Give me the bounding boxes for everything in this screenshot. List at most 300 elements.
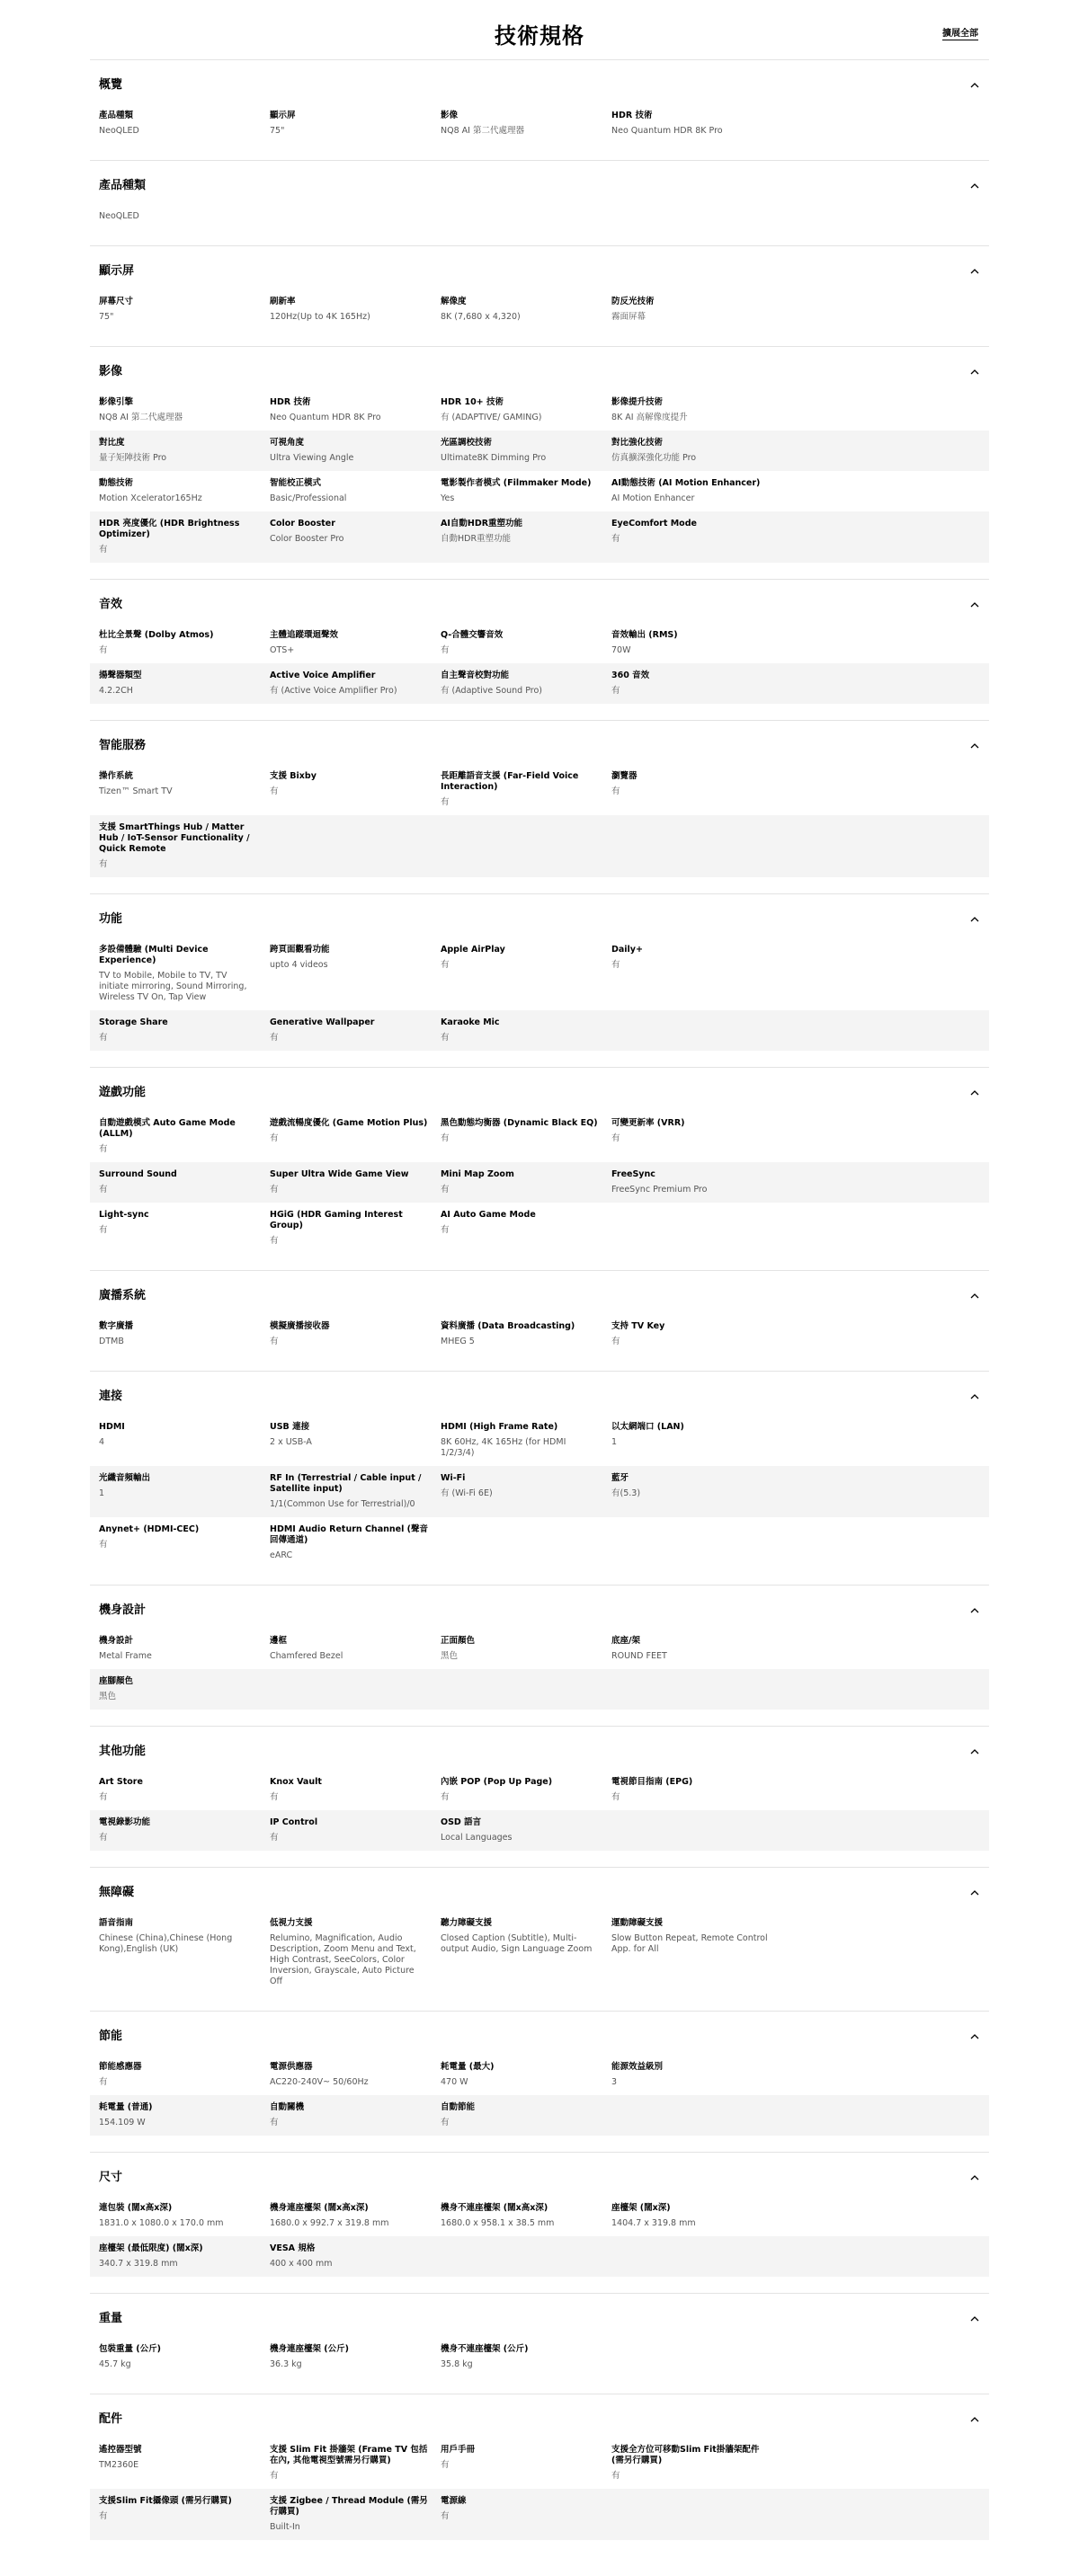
spec-value: Yes (441, 493, 455, 503)
spec-label: 支援 Zigbee / Thread Module (需另行購買) (270, 2496, 428, 2517)
spec-item (270, 2496, 441, 2533)
spec-item (441, 111, 611, 137)
spec-label: 模擬廣播接收器 (270, 1321, 330, 1331)
chevron-up-icon[interactable] (969, 597, 980, 608)
spec-label: 座檯架 (闊x深) (611, 2203, 671, 2213)
spec-label: 以太網端口 (LAN) (611, 1422, 684, 1432)
spec-value: 有 (270, 1133, 279, 1143)
chevron-up-icon[interactable] (969, 2029, 980, 2039)
spec-value: 有 (611, 786, 620, 796)
spec-value: 4.2.2CH (99, 686, 133, 696)
spec-item (99, 2102, 270, 2128)
spec-row (90, 289, 989, 330)
section-header[interactable] (90, 1598, 989, 1618)
spec-value: eARC (270, 1550, 293, 1560)
spec-item (611, 2203, 782, 2229)
spec-value: 有 (441, 1133, 450, 1143)
spec-label: 正面顏色 (441, 1636, 476, 1646)
spec-value: 有 (611, 960, 620, 970)
spec-section (90, 1585, 989, 1726)
spec-item (99, 2062, 270, 2088)
section-title: 其他功能 (99, 1744, 147, 1758)
spec-label: 影像提升技術 (611, 397, 664, 407)
spec-item (611, 2062, 782, 2088)
spec-label: Q-合體交響音效 (441, 630, 504, 640)
spec-value: 有 (99, 1144, 108, 1154)
spec-value: 有 (441, 797, 450, 807)
spec-item (611, 397, 782, 423)
chevron-up-icon[interactable] (969, 2170, 980, 2181)
spec-item (270, 2062, 441, 2088)
chevron-up-icon[interactable] (969, 2412, 980, 2422)
spec-label: 耗電量 (最大) (441, 2062, 495, 2072)
spec-value: 有 (270, 1033, 279, 1043)
spec-value: 470 W (441, 2077, 468, 2087)
chevron-up-icon[interactable] (969, 1885, 980, 1896)
spec-row (90, 2489, 989, 2540)
spec-value: 有 (99, 1540, 108, 1550)
spec-item (441, 1473, 611, 1510)
spec-value: 1/1(Common Use for Terrestrial)/0 (270, 1499, 415, 1509)
spec-item (270, 2445, 441, 2482)
spec-label: 電視節目指南 (EPG) (611, 1777, 693, 1787)
section-header[interactable] (90, 733, 989, 753)
spec-label: 可視角度 (270, 438, 305, 448)
spec-value: 340.7 x 319.8 mm (99, 2259, 178, 2269)
spec-label: 多設備體驗 (Multi Device Experience) (99, 945, 209, 965)
spec-value: 霧面屏幕 (611, 312, 647, 322)
spec-item (99, 2203, 270, 2229)
spec-label: 自動關機 (270, 2102, 305, 2112)
spec-value: 有 (441, 645, 450, 655)
spec-label: Light-sync (99, 1210, 149, 1220)
section-title: 節能 (99, 2029, 123, 2043)
spec-item (99, 822, 270, 870)
section-title: 顯示屏 (99, 263, 135, 278)
spec-value: 有 (611, 686, 620, 696)
spec-section (90, 2011, 989, 2152)
spec-label: 低視力支援 (270, 1918, 313, 1928)
spec-item (441, 1321, 611, 1347)
spec-item (441, 630, 611, 656)
spec-label: 機身設計 (99, 1636, 134, 1646)
spec-item (441, 1918, 611, 1987)
spec-row (90, 937, 989, 1010)
expand-all-link[interactable]: 擴展全部 (942, 29, 978, 39)
section-header[interactable] (90, 173, 989, 193)
spec-section (90, 1371, 989, 1585)
spec-item (99, 111, 270, 137)
section-header[interactable] (90, 1284, 989, 1303)
section-header[interactable] (90, 360, 989, 379)
spec-value: 有 (611, 1337, 620, 1346)
spec-value: 有 (270, 1185, 279, 1195)
chevron-up-icon[interactable] (969, 2311, 980, 2322)
spec-label: Daily+ (611, 945, 643, 955)
chevron-up-icon[interactable] (969, 1744, 980, 1754)
spec-item (441, 2445, 611, 2482)
spec-rows (90, 1911, 989, 1994)
spec-item (99, 771, 270, 808)
spec-value: 有 (ADAPTIVE/ GAMING) (441, 413, 542, 422)
spec-value: 8K AI 高解像度提升 (611, 413, 688, 422)
spec-value: 8K (7,680 x 4,320) (441, 312, 521, 322)
spec-sections (90, 59, 989, 2556)
spec-label: 顯示屏 (270, 111, 296, 120)
spec-value: 有 (441, 960, 450, 970)
spec-value: Chinese (China),Chinese (Hong Kong),English (UK) (99, 1933, 233, 1954)
spec-label: 光區調校技術 (441, 438, 493, 448)
section-title: 概覽 (99, 77, 123, 92)
spec-value: Chamfered Bezel (270, 1651, 343, 1661)
spec-item (99, 945, 270, 1003)
spec-item (99, 519, 270, 555)
spec-label: 支援 Slim Fit 掛牆架 (Frame TV 包括在內, 其他電視型號需另行購買) (270, 2445, 428, 2465)
chevron-up-icon[interactable] (969, 738, 980, 749)
spec-value: AC220-240V~ 50/60Hz (270, 2077, 369, 2087)
spec-row (90, 204, 989, 229)
spec-value: 有 (270, 1833, 279, 1843)
spec-row (90, 2055, 989, 2095)
spec-label: HDR 10+ 技術 (441, 397, 504, 407)
spec-item (270, 771, 441, 808)
spec-section (90, 2152, 989, 2293)
spec-label: Active Voice Amplifier (270, 671, 376, 680)
spec-rows (90, 2196, 989, 2277)
spec-label: 黑色動態均衡器 (Dynamic Black EQ) (441, 1118, 598, 1128)
spec-item (270, 1473, 441, 1510)
spec-value: 有 (441, 2460, 450, 2470)
spec-value: 有 (99, 1033, 108, 1043)
spec-rows (90, 1314, 989, 1355)
spec-item (270, 297, 441, 323)
spec-label: 耗電量 (普通) (99, 2102, 153, 2112)
spec-item (611, 1636, 782, 1662)
spec-value: 有 (611, 2471, 620, 2481)
spec-row (90, 1669, 989, 1710)
spec-item (611, 1118, 782, 1155)
spec-row (90, 471, 989, 511)
section-header[interactable] (90, 907, 989, 927)
spec-row (90, 1517, 989, 1568)
spec-value: 有 (Active Voice Amplifier Pro) (270, 686, 397, 696)
spec-value: 有 (270, 1337, 279, 1346)
spec-label: OSD 語言 (441, 1817, 482, 1827)
spec-item (99, 1524, 270, 1561)
spec-item (99, 2344, 270, 2370)
spec-row (90, 764, 989, 815)
section-title: 廣播系統 (99, 1288, 147, 1302)
spec-value: 有 (611, 534, 620, 544)
chevron-up-icon[interactable] (969, 77, 980, 88)
spec-value: 有 (270, 1792, 279, 1802)
spec-item (99, 1118, 270, 1155)
spec-value: 有 (99, 545, 108, 555)
page-header (90, 0, 989, 59)
spec-item (270, 2203, 441, 2229)
spec-value: DTMB (99, 1337, 124, 1346)
chevron-up-icon[interactable] (969, 1085, 980, 1096)
section-header[interactable] (90, 2024, 989, 2044)
spec-item (99, 1017, 270, 1044)
spec-item (270, 519, 441, 555)
spec-label: Art Store (99, 1777, 143, 1787)
spec-value: NQ8 AI 第二代處理器 (441, 126, 524, 136)
section-title: 連接 (99, 1389, 123, 1403)
spec-value: 8K 60Hz, 4K 165Hz (for HDMI 1/2/3/4) (441, 1437, 566, 1458)
spec-item (99, 1636, 270, 1662)
spec-value: 有 (99, 1185, 108, 1195)
spec-item (611, 519, 782, 555)
section-header[interactable] (90, 2306, 989, 2326)
spec-value: Closed Caption (Subtitle), Multi-output Audio, Sign Language Zoom (441, 1933, 593, 1954)
spec-item (441, 519, 611, 555)
spec-label: 影像引擎 (99, 397, 134, 407)
spec-item (270, 1118, 441, 1155)
spec-label: HDR 技術 (270, 397, 311, 407)
spec-label: 用戶手冊 (441, 2445, 476, 2455)
spec-rows (90, 623, 989, 704)
spec-value: Neo Quantum HDR 8K Pro (270, 413, 381, 422)
spec-item (270, 397, 441, 423)
spec-item (611, 1918, 782, 1987)
spec-rows (90, 390, 989, 563)
spec-value: 有 (Wi-Fi 6E) (441, 1488, 493, 1498)
spec-row (90, 390, 989, 431)
spec-item (441, 1210, 611, 1247)
spec-item (270, 1017, 441, 1044)
spec-row (90, 1314, 989, 1355)
spec-row (90, 815, 989, 877)
spec-rows (90, 937, 989, 1051)
spec-value: 有 (99, 2511, 108, 2521)
spec-section (90, 1867, 989, 2011)
section-title: 無障礙 (99, 1885, 135, 1899)
section-header[interactable] (90, 259, 989, 279)
spec-value: 有 (Adaptive Sound Pro) (441, 686, 543, 696)
spec-value: Built-In (270, 2522, 300, 2532)
spec-label: HDR 亮度優化 (HDR Brightness Optimizer) (99, 519, 240, 539)
spec-label: 電源供應器 (270, 2062, 313, 2072)
chevron-up-icon[interactable] (969, 1603, 980, 1613)
spec-value: 有 (441, 2511, 450, 2521)
chevron-up-icon[interactable] (969, 178, 980, 189)
spec-label: 電源線 (441, 2496, 467, 2506)
section-header[interactable] (90, 73, 989, 93)
spec-item (441, 1017, 611, 1044)
spec-item (441, 771, 611, 808)
spec-row (90, 103, 989, 144)
spec-section (90, 1067, 989, 1270)
spec-value: 有 (99, 1225, 108, 1235)
spec-item (441, 397, 611, 423)
spec-item (441, 2102, 611, 2128)
section-header[interactable] (90, 1739, 989, 1759)
spec-label: 操作系統 (99, 771, 134, 781)
spec-value: Local Languages (441, 1833, 513, 1843)
spec-value: 黑色 (99, 1692, 117, 1701)
spec-rows (90, 1415, 989, 1568)
spec-label: Color Booster (270, 519, 335, 529)
spec-row (90, 1415, 989, 1466)
spec-item (441, 438, 611, 464)
spec-label: HDMI (High Frame Rate) (441, 1422, 558, 1432)
spec-rows (90, 764, 989, 877)
spec-value: Relumino, Magnification, Audio Description, Zoom Menu and Text, High Contrast, SeeColors, Color Inversion, Grayscale, Auto Picture Off (270, 1933, 416, 1986)
spec-row (90, 2095, 989, 2136)
spec-item (270, 111, 441, 137)
spec-value: 4 (99, 1437, 105, 1447)
section-header[interactable] (90, 2165, 989, 2185)
spec-label: 數字廣播 (99, 1321, 134, 1331)
spec-value: AI Motion Enhancer (611, 493, 695, 503)
chevron-up-icon[interactable] (969, 1288, 980, 1299)
spec-value: Neo Quantum HDR 8K Pro (611, 126, 723, 136)
spec-label: FreeSync (611, 1169, 655, 1179)
chevron-up-icon[interactable] (969, 263, 980, 274)
spec-value: 有 (441, 1792, 450, 1802)
spec-value: 有 (270, 786, 279, 796)
spec-page (90, 0, 989, 2556)
spec-row (90, 511, 989, 563)
spec-item (270, 1777, 441, 1803)
spec-rows (90, 2438, 989, 2540)
spec-value: TV to Mobile, Mobile to TV, TV initiate mirroring, Sound Mirroring, Wireless TV On, Tap View (99, 971, 247, 1002)
section-title: 尺寸 (99, 2170, 123, 2184)
chevron-up-icon[interactable] (969, 1389, 980, 1399)
spec-value: 自動HDR重塑功能 (441, 534, 512, 544)
spec-value: Motion Xcelerator165Hz (99, 493, 202, 503)
spec-label: 杜比全景聲 (Dolby Atmos) (99, 630, 214, 640)
spec-row (90, 1466, 989, 1517)
spec-item (99, 2243, 270, 2270)
section-header[interactable] (90, 592, 989, 612)
spec-value: 36.3 kg (270, 2359, 302, 2369)
spec-value: 有 (99, 1833, 108, 1843)
spec-section (90, 2394, 989, 2556)
spec-rows (90, 1111, 989, 1254)
spec-value: 400 x 400 mm (270, 2259, 333, 2269)
spec-value: MHEG 5 (441, 1337, 475, 1346)
spec-label: HDMI (99, 1422, 125, 1432)
spec-row (90, 2236, 989, 2277)
spec-item (270, 671, 441, 697)
spec-item (99, 1817, 270, 1843)
spec-label: 支援 Bixby (270, 771, 317, 781)
spec-value: 1831.0 x 1080.0 x 170.0 mm (99, 2218, 224, 2228)
spec-item (441, 2496, 611, 2533)
spec-item (441, 297, 611, 323)
spec-item (441, 478, 611, 504)
spec-item (99, 630, 270, 656)
section-header[interactable] (90, 1880, 989, 1900)
spec-label: 機身連座檯架 (公斤) (270, 2344, 349, 2354)
spec-label: 支援 SmartThings Hub / Matter Hub / IoT-Sensor Functionality / Quick Remote (99, 822, 250, 854)
section-header[interactable] (90, 2407, 989, 2427)
spec-value: NeoQLED (99, 126, 139, 136)
spec-row (90, 1111, 989, 1162)
spec-value: 35.8 kg (441, 2359, 473, 2369)
chevron-up-icon[interactable] (969, 911, 980, 922)
spec-item (99, 297, 270, 323)
spec-item (270, 2243, 441, 2270)
spec-label: Knox Vault (270, 1777, 322, 1787)
section-header[interactable] (90, 1080, 989, 1100)
spec-section (90, 245, 989, 346)
chevron-up-icon[interactable] (969, 364, 980, 375)
spec-section (90, 2293, 989, 2394)
section-title: 機身設計 (99, 1603, 147, 1617)
spec-label: 支援Slim Fit攝像頭 (需另行購買) (99, 2496, 232, 2506)
spec-section (90, 720, 989, 893)
spec-item (611, 771, 782, 808)
spec-item (270, 438, 441, 464)
spec-label: HDMI Audio Return Channel (聲音回傳通道) (270, 1524, 428, 1545)
spec-item (441, 1422, 611, 1459)
spec-value: 量子矩陣技術 Pro (99, 453, 167, 463)
spec-label: 電影製作者模式 (Filmmaker Mode) (441, 478, 592, 488)
section-title: 重量 (99, 2311, 123, 2325)
spec-label: Anynet+ (HDMI-CEC) (99, 1524, 200, 1534)
spec-label: Surround Sound (99, 1169, 177, 1179)
spec-value: 2 x USB-A (270, 1437, 312, 1447)
spec-label: 聽力障礙支援 (441, 1918, 493, 1928)
spec-label: 刷新率 (270, 297, 296, 306)
spec-value: 1680.0 x 992.7 x 319.8 mm (270, 2218, 389, 2228)
spec-value: 154.109 W (99, 2118, 146, 2127)
spec-value: 仿真擴深強化功能 Pro (611, 453, 697, 463)
spec-label: HDR 技術 (611, 111, 653, 120)
spec-value: NeoQLED (99, 211, 139, 221)
spec-item (270, 630, 441, 656)
spec-label: 自動節能 (441, 2102, 476, 2112)
spec-label: 智能校正模式 (270, 478, 322, 488)
spec-item (441, 671, 611, 697)
spec-value: 有 (611, 1792, 620, 1802)
spec-label: 座腳顏色 (99, 1676, 134, 1686)
spec-value: OTS+ (270, 645, 295, 655)
section-title: 智能服務 (99, 738, 147, 752)
spec-label: Karaoke Mic (441, 1017, 500, 1027)
spec-item (99, 2496, 270, 2533)
spec-item (99, 1321, 270, 1347)
spec-item (99, 1169, 270, 1195)
spec-label: 節能感應器 (99, 2062, 142, 2072)
spec-item (99, 671, 270, 697)
spec-item (99, 1777, 270, 1803)
spec-value: 75" (270, 126, 285, 136)
spec-value: 75" (99, 312, 114, 322)
spec-label: 自主聲音校對功能 (441, 671, 510, 680)
spec-label: 跨頁面觀看功能 (270, 945, 330, 955)
spec-row (90, 2337, 989, 2377)
section-header[interactable] (90, 1384, 989, 1404)
section-title: 音效 (99, 597, 123, 611)
spec-item (99, 397, 270, 423)
spec-row (90, 431, 989, 471)
spec-item (441, 1636, 611, 1662)
spec-item (270, 1918, 441, 1987)
spec-label: VESA 規格 (270, 2243, 316, 2253)
spec-item (99, 211, 270, 222)
spec-row (90, 1010, 989, 1051)
spec-item (99, 1422, 270, 1459)
spec-label: 動態技術 (99, 478, 134, 488)
spec-row (90, 663, 989, 704)
spec-label: Storage Share (99, 1017, 168, 1027)
spec-item (611, 297, 782, 323)
spec-value: upto 4 videos (270, 960, 328, 970)
